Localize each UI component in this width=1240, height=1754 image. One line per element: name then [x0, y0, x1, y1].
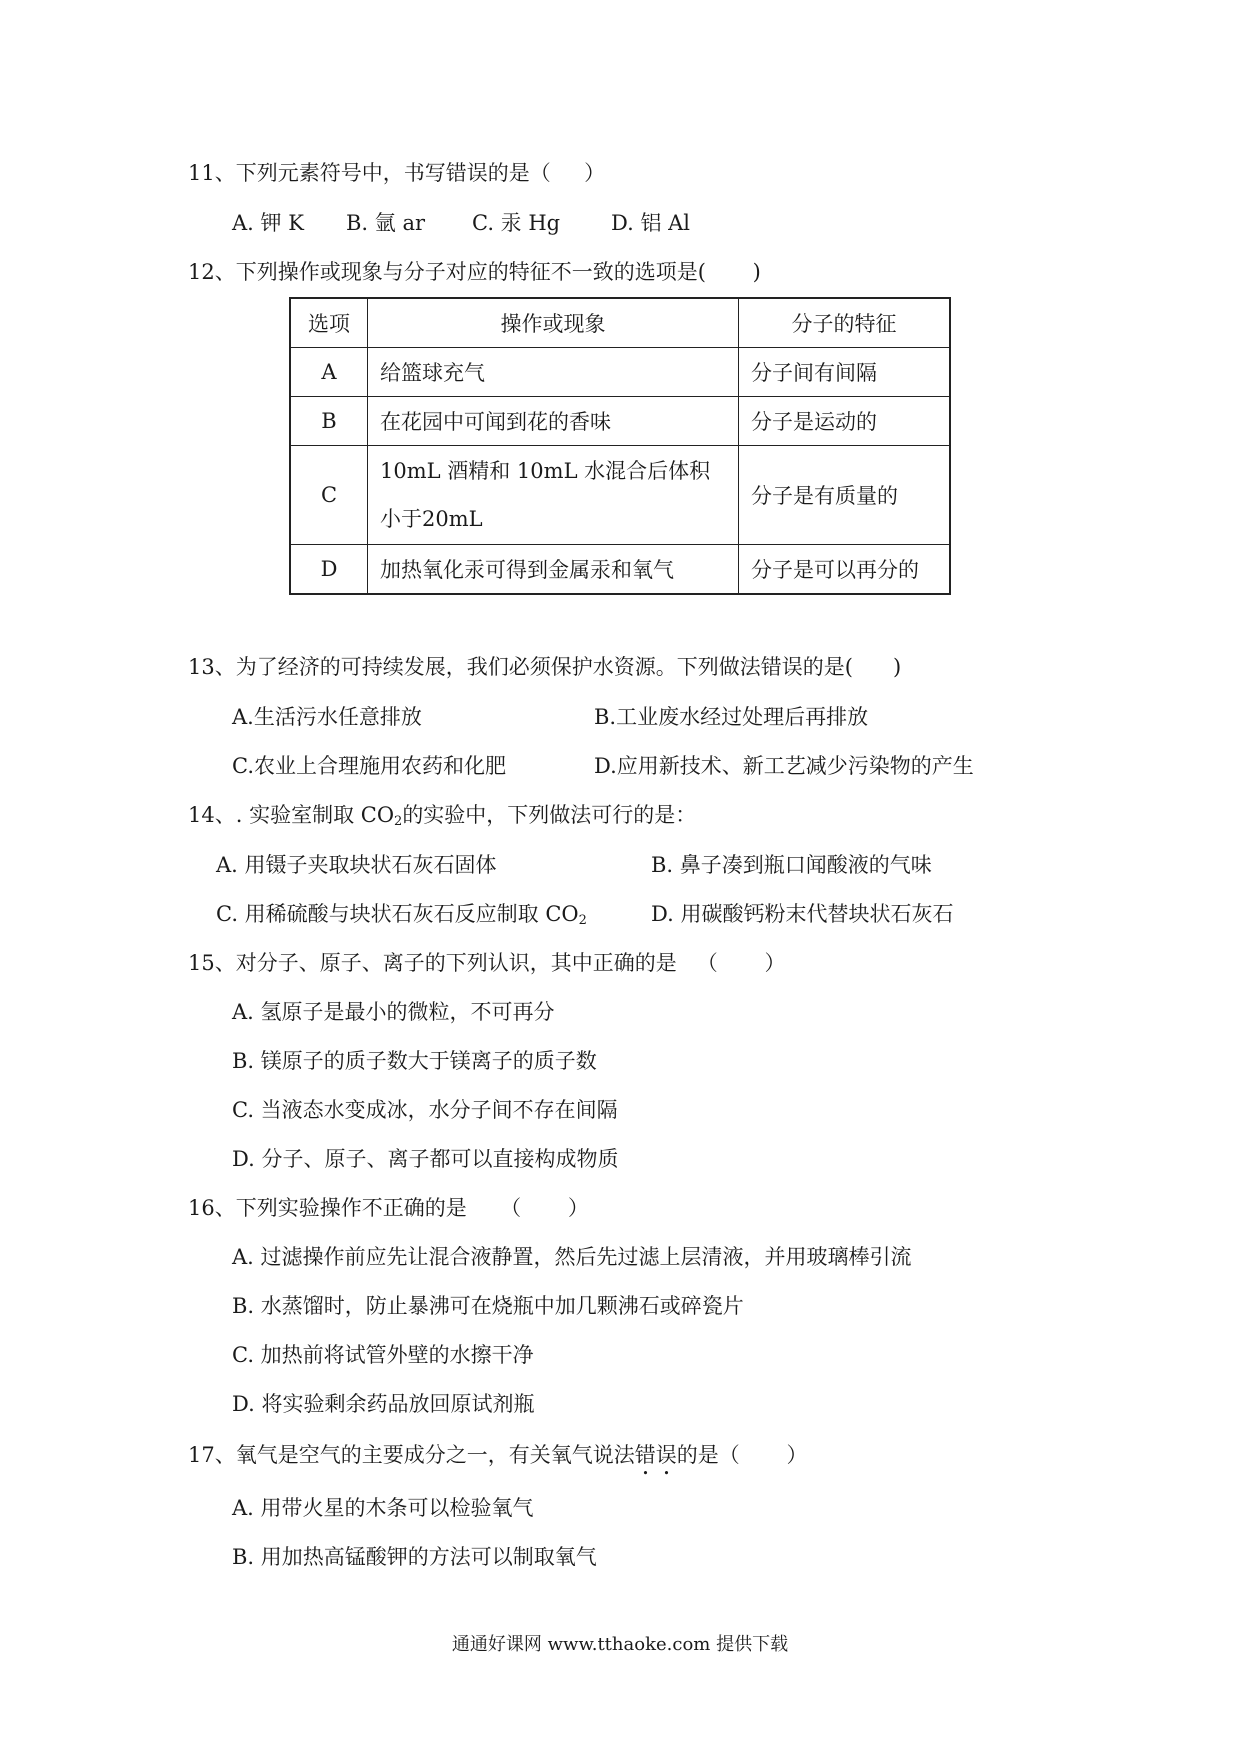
q14-option-a: A. 用镊子夹取块状石灰石固体	[216, 853, 497, 877]
table-cell: 分子是有质量的	[739, 446, 951, 545]
table-header-row	[290, 298, 950, 348]
q14-option-c-text: C. 用稀硫酸与块状石灰石反应制取 CO	[216, 902, 579, 926]
table-cell: D	[290, 545, 368, 595]
q15-option-b: B. 镁原子的质子数大于镁离子的质子数	[232, 1049, 597, 1073]
q11-option-a: A. 钾 K	[232, 211, 304, 235]
footer-source: 通通好课网 www.tthaoke.com 提供下载	[451, 1634, 789, 1655]
q13-option-d: D.应用新技术、新工艺减少污染物的产生	[594, 754, 974, 778]
q15-option-d: D. 分子、原子、离子都可以直接构成物质	[232, 1147, 619, 1171]
q13-option-b: B.工业废水经过处理后再排放	[594, 705, 869, 729]
q11-option-d: D. 铝 Al	[611, 211, 690, 235]
q15-option-a: A. 氢原子是最小的微粒，不可再分	[232, 1000, 555, 1024]
q13-option-c: C.农业上合理施用农药和化肥	[232, 754, 506, 778]
q17-stem	[188, 1443, 807, 1480]
q17-option-b: B. 用加热高锰酸钾的方法可以制取氧气	[232, 1545, 597, 1569]
table-row	[290, 446, 950, 545]
q12-stem: 12、下列操作或现象与分子对应的特征不一致的选项是( )	[188, 260, 761, 284]
subscript: 2	[394, 814, 403, 829]
table-cell: 分子是可以再分的	[739, 545, 951, 595]
q16-option-a: A. 过滤操作前应先让混合液静置，然后先过滤上层清液，并用玻璃棒引流	[232, 1245, 912, 1269]
table-cell: 10mL 酒精和 10mL 水混合后体积小于20mL	[368, 446, 739, 545]
table-header-cell: 选项	[290, 298, 368, 348]
q13-stem: 13、为了经济的可持续发展，我们必须保护水资源。下列做法错误的是( )	[188, 655, 902, 679]
q16-option-b: B. 水蒸馏时，防止暴沸可在烧瓶中加几颗沸石或碎瓷片	[232, 1294, 744, 1318]
table-cell: 分子间有间隔	[739, 348, 951, 397]
table-header-cell: 分子的特征	[739, 298, 951, 348]
table-row	[290, 397, 950, 446]
table-cell: 在花园中可闻到花的香味	[368, 397, 739, 446]
q17-option-a: A. 用带火星的木条可以检验氧气	[232, 1496, 534, 1520]
q16-stem: 16、下列实验操作不正确的是 （ ）	[188, 1196, 589, 1220]
table-header-cell: 操作或现象	[368, 298, 739, 348]
q17-stem-text: 17、氧气是空气的主要成分之一，有关氧气说法	[188, 1443, 635, 1467]
emphasized-word: 错误	[634, 1443, 677, 1467]
table-cell: 分子是运动的	[739, 397, 951, 446]
q12-table	[289, 297, 951, 595]
q14-option-b: B. 鼻子凑到瓶口闻酸液的气味	[651, 853, 932, 877]
q11-stem: 11、下列元素符号中，书写错误的是（ ）	[188, 161, 606, 185]
q11-option-c: C. 汞 Hg	[472, 211, 561, 235]
q14-option-d: D. 用碳酸钙粉末代替块状石灰石	[651, 902, 954, 926]
table-cell: B	[290, 397, 368, 446]
q14-stem-text: 14、. 实验室制取 CO	[188, 803, 395, 827]
table-cell: C	[290, 446, 368, 545]
q16-option-d: D. 将实验剩余药品放回原试剂瓶	[232, 1392, 535, 1416]
q13-option-a: A.生活污水任意排放	[232, 705, 422, 729]
q14-stem-text: 的实验中，下列做法可行的是：	[402, 803, 697, 827]
q14-option-c	[216, 904, 587, 927]
table-cell: 给篮球充气	[368, 348, 739, 397]
table-cell: 加热氧化汞可得到金属汞和氧气	[368, 545, 739, 595]
q15-stem: 15、对分子、原子、离子的下列认识，其中正确的是 （ ）	[188, 951, 786, 975]
q16-option-c: C. 加热前将试管外壁的水擦干净	[232, 1343, 534, 1367]
q14-stem	[188, 805, 696, 828]
q17-stem-text: 的是（ ）	[676, 1443, 808, 1467]
table-row	[290, 348, 950, 397]
subscript: 2	[578, 913, 587, 928]
table-cell: A	[290, 348, 368, 397]
table-row	[290, 545, 950, 595]
q15-option-c: C. 当液态水变成冰，水分子间不存在间隔	[232, 1098, 618, 1122]
q11-option-b: B. 氩 ar	[346, 211, 426, 235]
